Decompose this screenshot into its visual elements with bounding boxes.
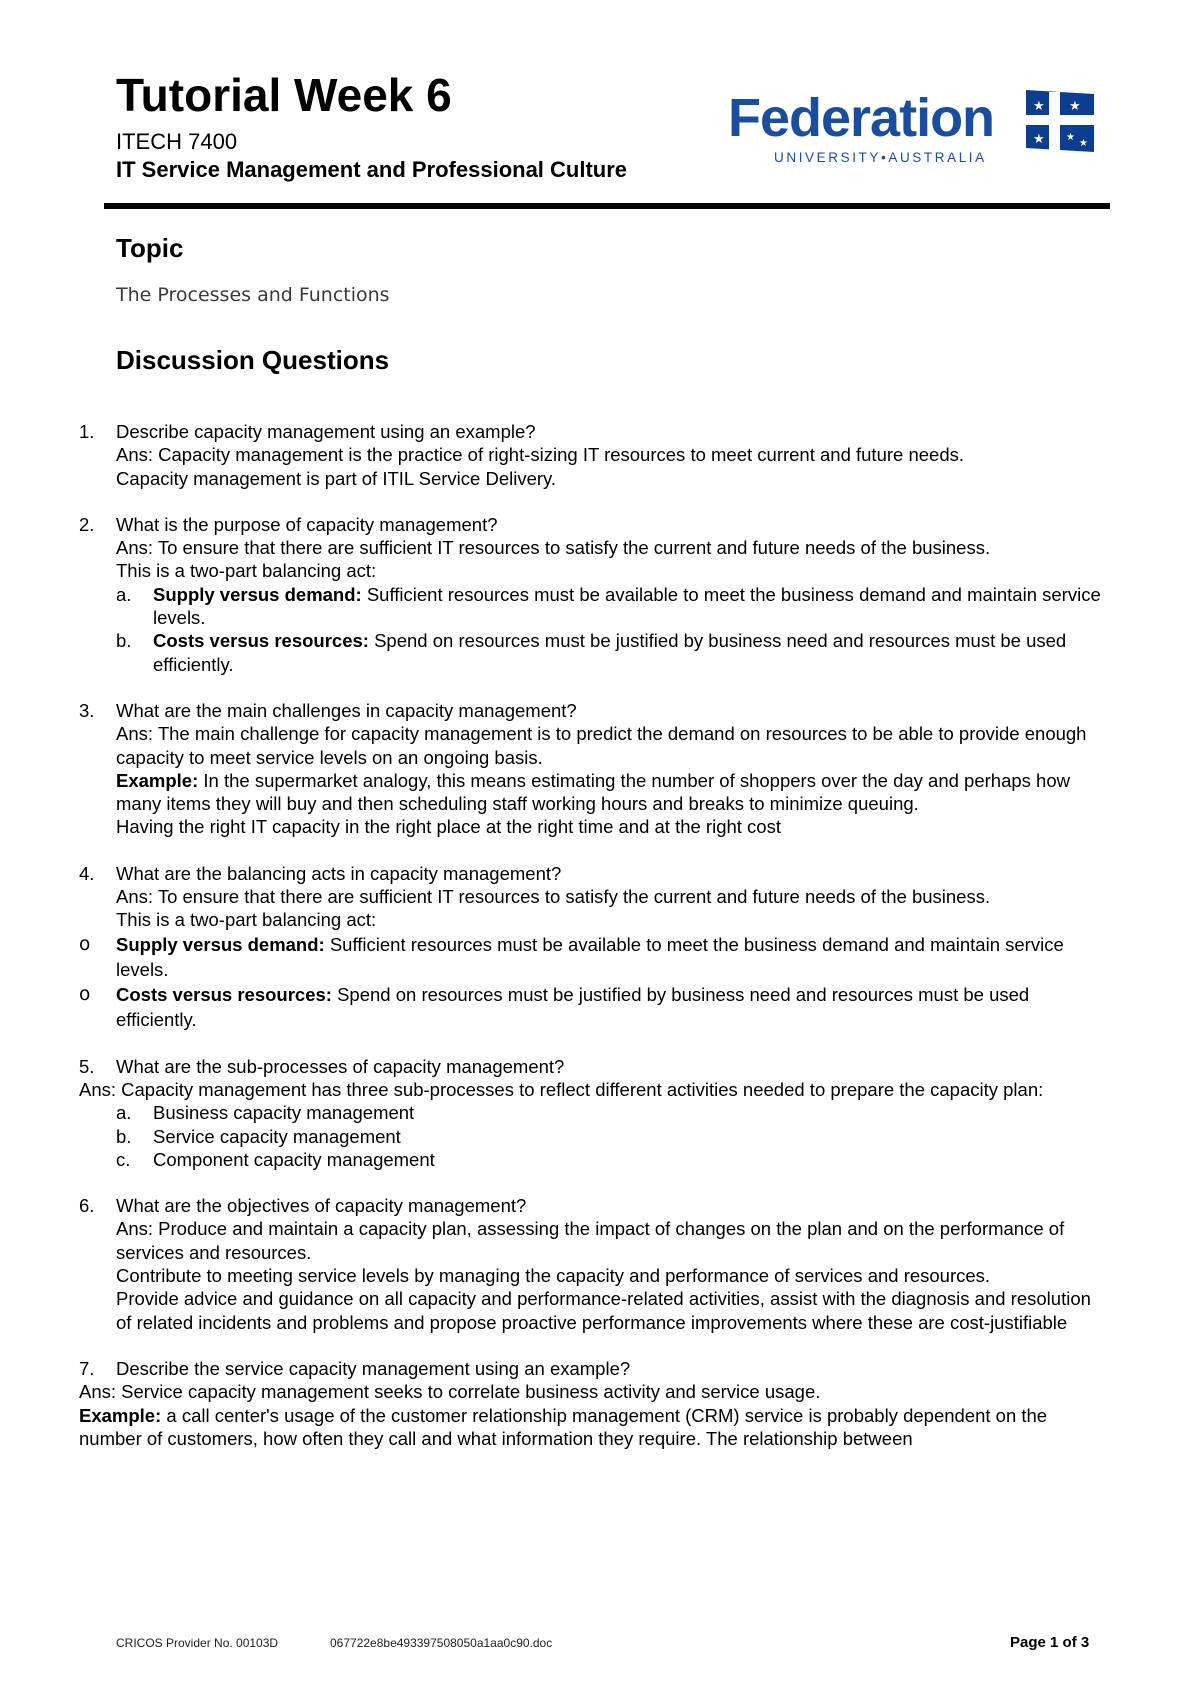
document-id: 067722e8be493397508050a1aa0c90.doc <box>330 1636 553 1650</box>
question-number: 6. <box>79 1195 95 1217</box>
item-text: Service capacity management <box>153 1125 401 1147</box>
list-item <box>79 982 1109 1032</box>
answer-text: This is a two-part balancing act: <box>116 560 377 582</box>
item-text: Sufficient resources must be available to meet the business demand and maintain service levels. <box>116 933 1064 980</box>
question-number: 3. <box>79 699 95 721</box>
item-text: Business capacity management <box>153 1102 415 1124</box>
question-text: What is the purpose of capacity management? <box>116 513 498 535</box>
discussion-content <box>79 420 1109 1450</box>
answer-text: Ans: To ensure that there are sufficient IT resources to satisfy the current and future needs of the business. <box>116 537 991 559</box>
list-item <box>79 629 1109 676</box>
list-item <box>79 1148 1109 1171</box>
federation-university-logo <box>728 88 1094 168</box>
item-text: Spend on resources must be justified by business need and resources must be used efficiently. <box>116 983 1030 1030</box>
question-6 <box>79 1194 1109 1334</box>
answer-text: Provide advice and guidance on all capacity and performance-related activities, assist with the diagnosis and resolution of related incidents and problems and propose proactive performance improvements where these are cost-justifiable <box>116 1288 1091 1333</box>
list-marker: b. <box>116 1125 132 1147</box>
course-name: IT Service Management and Professional Culture <box>116 157 628 182</box>
question-1 <box>79 420 1109 490</box>
topic-heading: Topic <box>116 233 184 263</box>
list-marker: a. <box>116 583 132 605</box>
example-text <box>79 1404 1109 1451</box>
answer-text: This is a two-part balancing act: <box>116 909 377 931</box>
bullet-icon: o <box>79 933 91 955</box>
svg-text:★: ★ <box>1079 138 1088 149</box>
item-text: Spend on resources must be justified by business need and resources must be used efficiently. <box>153 630 1067 675</box>
question-text: Describe capacity management using an example? <box>116 421 536 442</box>
question-5 <box>79 1055 1109 1078</box>
question-text: What are the balancing acts in capacity management? <box>116 862 562 884</box>
bold-term: Supply versus demand: <box>116 933 325 955</box>
answer-text: Ans: Capacity management is the practice of right-sizing IT resources to meet current and future needs. <box>116 444 964 466</box>
course-code: ITECH 7400 <box>116 129 238 154</box>
answer-text: Capacity management is part of ITIL Service Delivery. <box>116 467 557 489</box>
page-title: Tutorial Week 6 <box>116 69 452 121</box>
question-number: 4. <box>79 862 95 884</box>
question-text: What are the sub-processes of capacity management? <box>116 1055 565 1077</box>
question-number: 5. <box>79 1055 95 1077</box>
answer-text: Having the right IT capacity in the right place at the right time and at the right cost <box>116 816 781 838</box>
bold-term: Costs versus resources: <box>116 983 332 1005</box>
flag-icon <box>1026 90 1094 152</box>
item-text: Component capacity management <box>153 1148 435 1170</box>
bold-term: Costs versus resources: <box>153 630 369 652</box>
list-item <box>79 583 1109 630</box>
question-3 <box>79 699 1109 839</box>
question-number: 1. <box>79 421 95 442</box>
page-number: Page 1 of 3 <box>1010 1634 1090 1651</box>
answer-text: Ans: The main challenge for capacity management is to predict the demand on resources to be able to provide enough capacity to meet service levels on an ongoing basis. <box>116 723 1087 768</box>
logo-wordmark: Federation <box>728 88 995 148</box>
question-number: 2. <box>79 513 95 535</box>
topic-text: The Processes and Functions <box>116 284 390 306</box>
list-item <box>79 1101 1109 1124</box>
bold-term: Example: <box>116 769 199 791</box>
bold-term: Example: <box>79 1404 162 1426</box>
logo-subtitle: UNIVERSITY•AUSTRALIA <box>774 150 987 165</box>
bullet-icon: o <box>79 983 91 1005</box>
question-2 <box>79 513 1109 583</box>
question-text: Describe the service capacity management using an example? <box>116 1357 631 1379</box>
svg-text:★: ★ <box>1033 98 1045 113</box>
example-text <box>116 769 1109 816</box>
question-text: What are the objectives of capacity management? <box>116 1195 527 1217</box>
question-number: 7. <box>79 1357 95 1379</box>
answer-text: Ans: Service capacity management seeks to correlate business activity and service usage. <box>79 1381 821 1403</box>
list-item <box>79 1125 1109 1148</box>
svg-text:★: ★ <box>1033 131 1045 146</box>
cricos-number: CRICOS Provider No. 00103D <box>116 1636 279 1650</box>
list-marker: b. <box>116 630 132 652</box>
item-text: In the supermarket analogy, this means estimating the number of shoppers over the day and perhaps how many items they will buy and then scheduling staff working hours and breaks to minimize queuing. <box>116 769 1070 815</box>
question-7 <box>79 1357 1109 1380</box>
item-text: a call center's usage of the customer relationship management (CRM) service is probably dependent on the number of customers, how often they call and what information they require. The relationship between <box>79 1404 1048 1449</box>
discussion-heading: Discussion Questions <box>116 345 390 375</box>
answer-text: Ans: To ensure that there are sufficient IT resources to satisfy the current and future needs of the business. <box>116 886 991 908</box>
list-marker: a. <box>116 1102 132 1124</box>
list-item <box>79 932 1109 982</box>
svg-text:★: ★ <box>1069 98 1081 113</box>
answer-text: Ans: Produce and maintain a capacity plan, assessing the impact of changes on the plan and on the performance of services and resources. <box>116 1218 1065 1263</box>
question-4 <box>79 862 1109 932</box>
answer-text: Ans: Capacity management has three sub-processes to reflect different activities needed to prepare the capacity plan: <box>79 1078 1044 1100</box>
list-marker: c. <box>116 1148 131 1170</box>
svg-text:★: ★ <box>1066 132 1075 143</box>
answer-text: Contribute to meeting service levels by managing the capacity and performance of services and resources. <box>116 1265 991 1287</box>
bold-term: Supply versus demand: <box>153 583 362 605</box>
header-divider <box>104 203 1110 209</box>
question-text: What are the main challenges in capacity management? <box>116 699 577 721</box>
item-text: Sufficient resources must be available to meet the business demand and maintain service levels. <box>153 583 1101 629</box>
